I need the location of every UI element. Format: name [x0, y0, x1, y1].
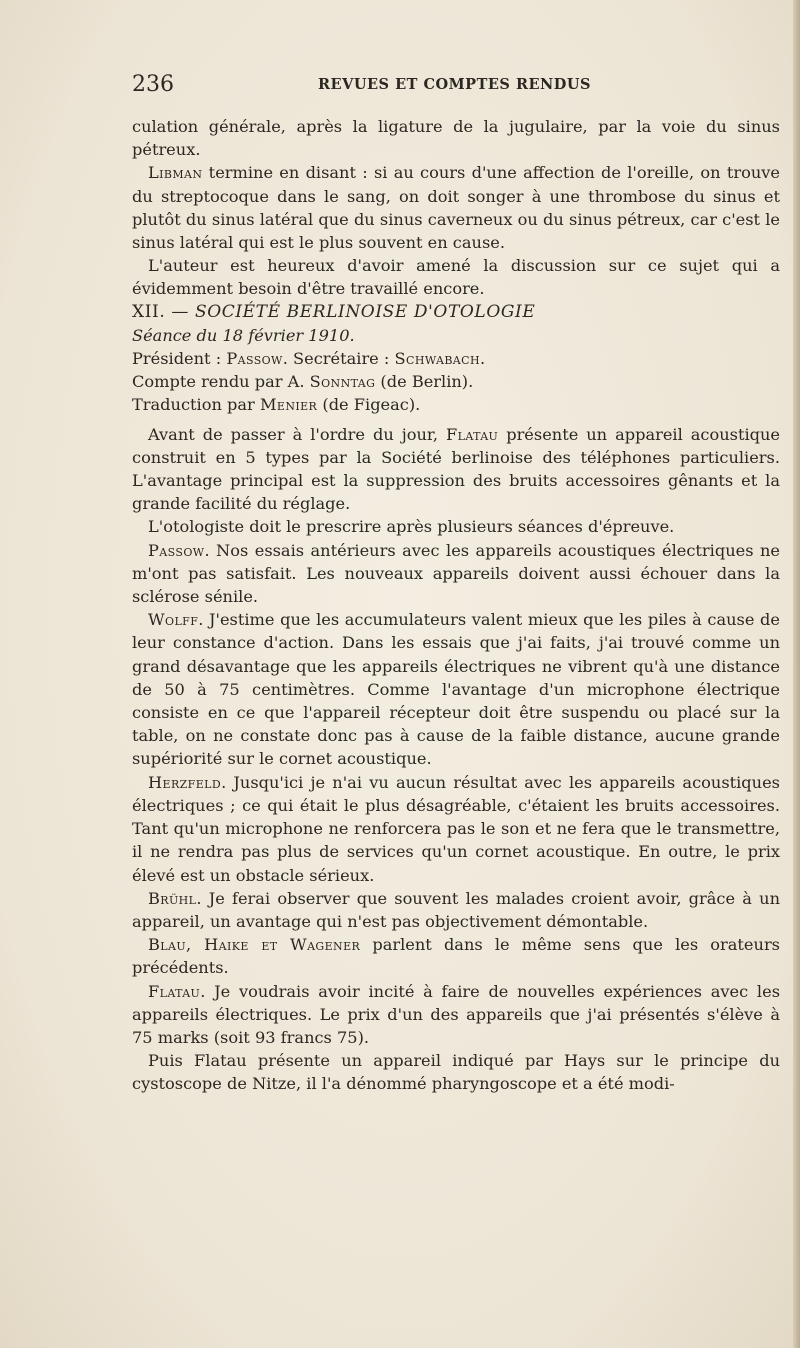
discussion-paragraph: Passow. Nos essais antérieurs avec les appareils acoustiques électriques ne m'ont pas satisfait. Les nouveaux appareils doivent aussi échouer dans la sclérose sénile. — [132, 540, 780, 607]
report-line: Compte rendu par A. Sonntag (de Berlin). — [132, 372, 474, 392]
speaker-name: Herzfeld — [148, 772, 222, 792]
discussion-paragraph: Flatau. Je voudrais avoir incité à faire de nouvelles expériences avec les appareils électriques. Le prix d'un des appareils que j'ai présentés s'élève à 75 marks (soit 93 francs 75). — [132, 981, 780, 1047]
speaker-name: Brühl — [148, 888, 197, 908]
speaker-name: Libman — [148, 163, 203, 183]
running-title: REVUES ET COMPTES RENDUS — [318, 76, 591, 93]
speaker-name: Blau, Haike et Wagener — [148, 935, 361, 955]
body-text — [132, 115, 780, 1096]
discussion-paragraph: Herzfeld. Jusqu'ici je n'ai vu aucun résultat avec les appareils acoustiques électriques ; ce qui était le plus désagréable, c'étaient les bruits accessoires. Tant qu'un microphone ne renforcera pas le son et ne fera que le transmettre, il ne rendra pas plus de services qu'un cornet acoustique. En outre, le prix élevé est un obstacle sérieux. — [132, 772, 780, 885]
officers-line: Président : Passow. Secrétaire : Schwabach. — [132, 349, 486, 369]
intro-paragraph-1: culation générale, après la ligature de la jugulaire, par la voie du sinus pétreux. — [132, 117, 780, 160]
discussion-paragraph: Wolff. J'estime que les accumulateurs valent mieux que les piles à cause de leur constance d'action. Dans les essais que j'ai faits, j'ai trouvé comme un grand désavantage que les appareils électriques ne vibrent qu'à une distance de 50 à 75 centimètres. Comme l'avantage d'un microphone électrique consiste en ce que l'appareil récepteur doit être suspendu ou placé sur la table, on ne constate donc pas à cause de la faible distance, aucune grande supériorité sur le cornet acoustique. — [132, 610, 780, 769]
translation-line: Traduction par Menier (de Figeac). — [132, 395, 421, 415]
discussion-paragraph: Puis Flatau présente un appareil indiqué par Hays sur le principe du cystoscope de Nitze, il l'a dénommé pharyngoscope et a été modi- — [132, 1051, 780, 1094]
speaker-name: Wolff — [148, 610, 199, 630]
session-date: Séance du 18 février 1910. — [132, 325, 355, 345]
page-edge — [793, 0, 800, 1348]
president-name: Passow — [226, 349, 283, 369]
intro-paragraph-2 — [132, 161, 780, 254]
page-number: 236 — [132, 72, 174, 97]
section-number: XII. — — [132, 301, 195, 322]
discussion-paragraph: Blau, Haike et Wagener parlent dans le même sens que les orateurs précédents. — [132, 935, 780, 978]
section-title: SOCIÉTÉ BERLINOISE D'OTOLOGIE — [194, 301, 536, 322]
discussion-paragraph: Avant de passer à l'ordre du jour, Flatau présente un appareil acoustique construit en 5 types par la Société berlinoise des téléphones particuliers. L'avantage principal est la suppression des bruits accessoires gênants et la grande facilité du réglage. — [132, 424, 780, 514]
paragraph-text: termine en disant : si au cours d'une affection de l'oreille, on trouve du streptocoque dans le sang, on doit songer à une thrombose du sinus et plutôt du sinus latéral que du sinus caverneux ou du sinus pétreux, car c'est le sinus latéral qui est le plus souvent en cause. — [132, 163, 780, 253]
reporter-name: Sonntag — [309, 372, 376, 392]
discussion-paragraph: Brühl. Je ferai observer que souvent les malades croient avoir, grâce à un appareil, un avantage qui n'est pas objectivement démontable. — [132, 888, 780, 931]
page-header — [132, 72, 782, 102]
section-heading — [132, 301, 780, 324]
speaker-name: Flatau — [148, 981, 201, 1001]
translator-name: Menier — [259, 395, 318, 415]
secretary-name: Schwabach — [394, 349, 480, 369]
intro-paragraph-3: L'auteur est heureux d'avoir amené la discussion sur ce sujet qui a évidemment besoin d'être travaillé encore. — [132, 256, 780, 299]
speaker-name: Passow — [148, 540, 205, 560]
discussion-paragraph: L'otologiste doit le prescrire après plusieurs séances d'épreuve. — [148, 517, 675, 537]
speaker-name: Flatau — [446, 424, 499, 444]
